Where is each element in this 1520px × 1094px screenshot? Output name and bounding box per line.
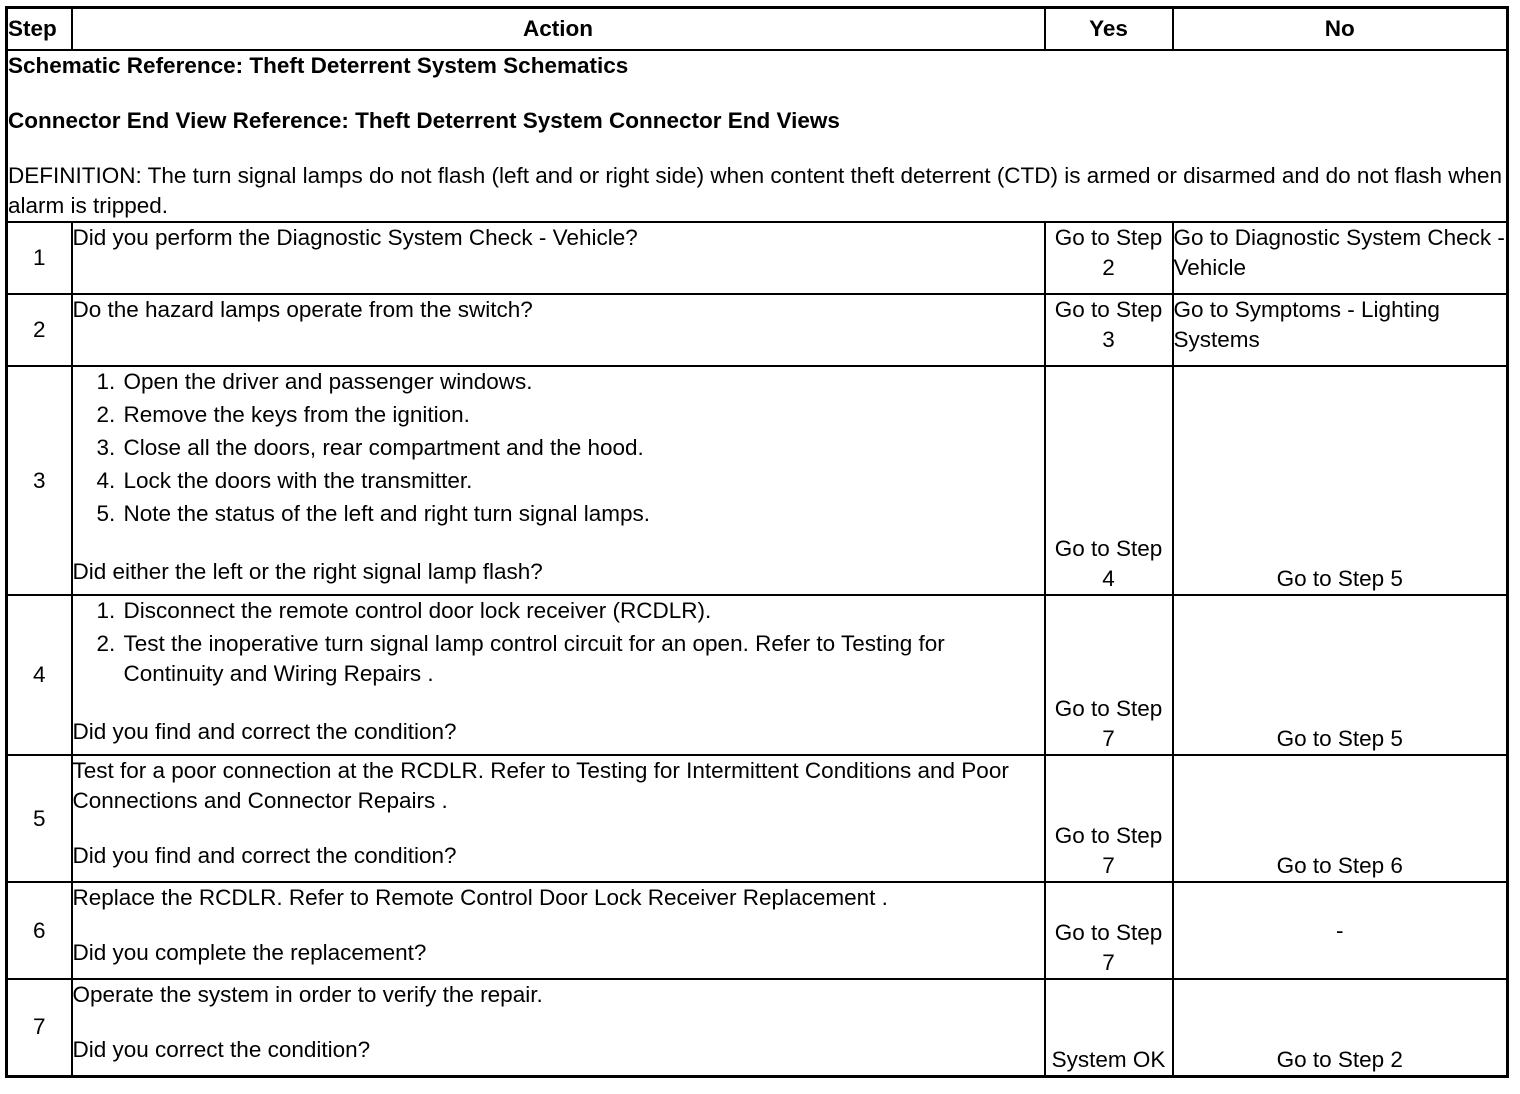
no-cell: Go to Step 6 (1173, 755, 1508, 882)
question-text: Did either the left or the right signal lamp flash? (72, 559, 543, 584)
header-step: Step (7, 8, 72, 51)
step-number: 5 (7, 755, 72, 882)
yes-cell: Go to Step 2 (1045, 222, 1173, 294)
list-item: 5. Note the status of the left and right turn signal lamps. (122, 499, 1044, 529)
list-item: 2. Test the inoperative turn signal lamp control circuit for an open. Refer to Testing for Continuity and Wiring Repairs . (122, 629, 1044, 689)
question-text: Did you find and correct the condition? (72, 719, 457, 744)
step-number: 7 (7, 979, 72, 1076)
yes-cell: Go to Step 7 (1045, 882, 1173, 979)
table-row (7, 294, 1508, 366)
action-cell (72, 979, 1045, 1076)
question-text: Did you find and correct the condition? (72, 843, 457, 868)
action-cell: Do the hazard lamps operate from the switch? (72, 294, 1045, 366)
question-text: Did you complete the replacement? (72, 940, 427, 965)
no-cell: Go to Symptoms - Lighting Systems (1173, 294, 1508, 366)
no-cell: Go to Diagnostic System Check - Vehicle (1173, 222, 1508, 294)
step-number: 6 (7, 882, 72, 979)
header-no: No (1173, 8, 1508, 51)
list-item: 2. Remove the keys from the ignition. (122, 400, 1044, 430)
step-number: 2 (7, 294, 72, 366)
list-item: 3. Close all the doors, rear compartment and the hood. (122, 433, 1044, 463)
yes-cell: Go to Step 7 (1045, 595, 1173, 755)
instruction-text: Replace the RCDLR. Refer to Remote Control Door Lock Receiver Replacement . (72, 885, 888, 910)
action-cell (72, 595, 1045, 755)
yes-cell: Go to Step 3 (1045, 294, 1173, 366)
table-header-row (7, 8, 1508, 51)
list-item: 4. Lock the doors with the transmitter. (122, 466, 1044, 496)
procedure-list (73, 367, 1044, 529)
header-yes: Yes (1045, 8, 1173, 51)
step-number: 1 (7, 222, 72, 294)
table-row (7, 595, 1508, 755)
reference-cell (7, 50, 1508, 222)
list-item: 1. Disconnect the remote control door lock receiver (RCDLR). (122, 596, 1044, 626)
table-row (7, 222, 1508, 294)
table-row (7, 755, 1508, 882)
action-cell: Did you perform the Diagnostic System Check - Vehicle? (72, 222, 1045, 294)
action-cell (72, 882, 1045, 979)
yes-cell: System OK (1045, 979, 1173, 1076)
step-number: 3 (7, 366, 72, 595)
diagnostic-table (5, 6, 1509, 1078)
no-cell: Go to Step 5 (1173, 366, 1508, 595)
connector-reference: Connector End View Reference: Theft Deterrent System Connector End Views (8, 108, 840, 133)
procedure-list (73, 596, 1044, 689)
no-cell: Go to Step 5 (1173, 595, 1508, 755)
no-cell: - (1173, 882, 1508, 979)
yes-cell: Go to Step 4 (1045, 366, 1173, 595)
header-action: Action (72, 8, 1045, 51)
no-cell: Go to Step 2 (1173, 979, 1508, 1076)
table-row (7, 366, 1508, 595)
table-row (7, 979, 1508, 1076)
action-cell (72, 366, 1045, 595)
action-cell (72, 755, 1045, 882)
list-item: 1. Open the driver and passenger windows. (122, 367, 1044, 397)
step-number: 4 (7, 595, 72, 755)
schematic-reference: Schematic Reference: Theft Deterrent System Schematics (8, 53, 629, 78)
reference-row (7, 50, 1508, 222)
definition-text: DEFINITION: The turn signal lamps do not flash (left and or right side) when content theft deterrent (CTD) is armed or disarmed and do not flash when alarm is tripped. (8, 163, 1503, 218)
instruction-text: Operate the system in order to verify the repair. (72, 982, 543, 1007)
instruction-text: Test for a poor connection at the RCDLR. Refer to Testing for Intermittent Conditions and Poor Connections and Connector Repairs . (72, 758, 1009, 813)
table-row (7, 882, 1508, 979)
yes-cell: Go to Step 7 (1045, 755, 1173, 882)
question-text: Did you correct the condition? (72, 1037, 371, 1062)
